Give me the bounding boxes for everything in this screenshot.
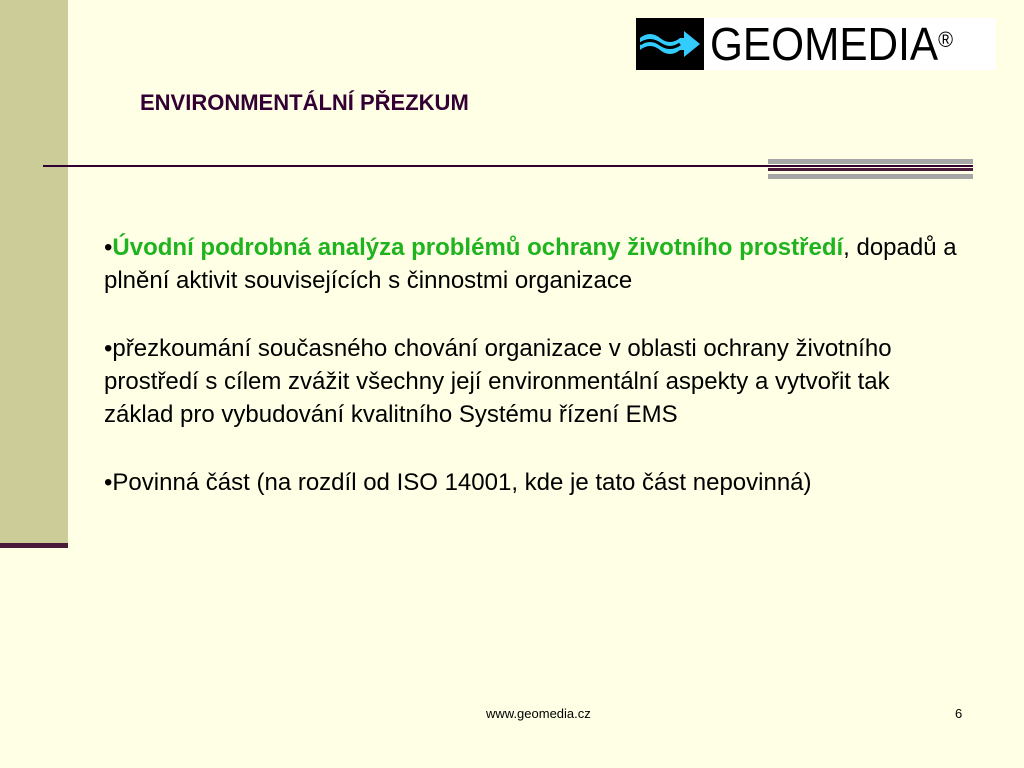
page-number: 6	[955, 706, 963, 721]
wave-arrow-icon	[636, 18, 704, 70]
slide-title: ENVIRONMENTÁLNÍ PŘEZKUM	[140, 90, 469, 115]
bullet-paragraph-3: •Povinná část (na rozdíl od ISO 14001, kde je tato část nepovinná)	[104, 469, 812, 496]
left-accent-bar	[0, 0, 68, 547]
left-accent-underline	[0, 543, 68, 548]
bullet-paragraph-1: •Úvodní podrobná analýza problémů ochrany životního prostředí, dopadů a plnění aktivit souvisejících s činnostmi organizace	[104, 234, 957, 294]
geomedia-logo	[636, 18, 996, 70]
highlight-text: Úvodní podrobná analýza problémů ochrany životního prostředí	[112, 234, 844, 261]
footer-url: www.geomedia.cz	[486, 706, 591, 721]
logo-text: GEOMEDIA®	[710, 18, 954, 70]
rule-accent-block	[768, 159, 973, 179]
bullet-paragraph-2: •přezkoumání současného chování organizace v oblasti ochrany životního prostředí s cílem zvážit všechny její environmentální aspekty a vytvořit tak základ pro vybudování kvalitního Systému řízení EMS	[104, 335, 892, 428]
slide-content	[104, 231, 964, 534]
registered-mark: ®	[938, 27, 954, 52]
